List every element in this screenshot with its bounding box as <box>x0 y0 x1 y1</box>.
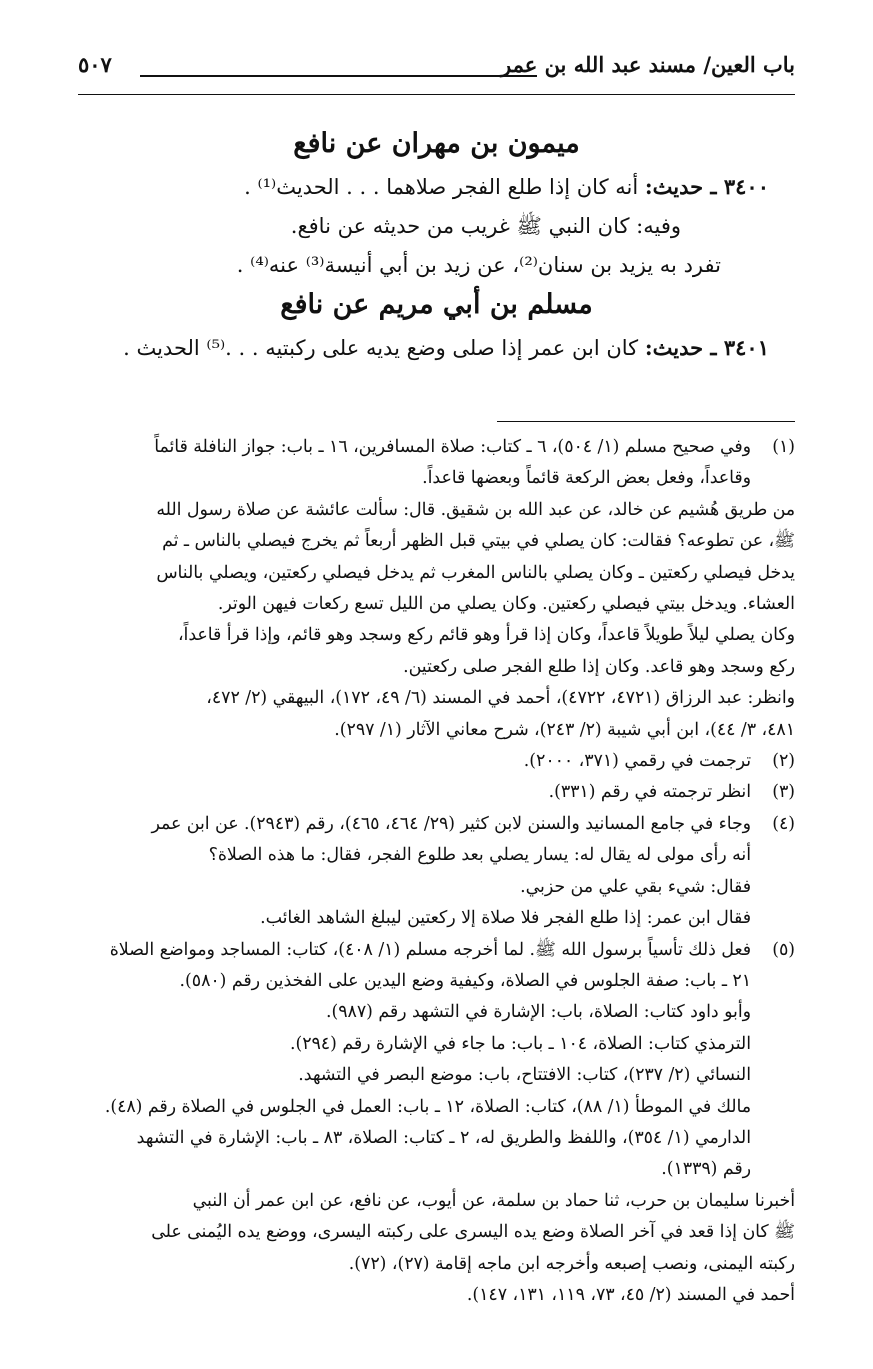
footnote-line: مالك في الموطأ (١/ ٨٨)، كتاب: الصلاة، ١٢ ـ باب: العمل في الجلوس في الصلاة رقم (٤٨). <box>104 1096 751 1117</box>
footnote-line: وأبو داود كتاب: الصلاة، باب: الإشارة في التشهد رقم (٩٨٧). <box>326 1002 751 1023</box>
hadith-text: كان ابن عمر إذا صلى وضع يديه على ركبتيه . . .⁽⁵⁾ الحديث . <box>123 336 639 360</box>
footnote-line: فقال: شيء بقي علي من حزبي. <box>520 876 751 897</box>
footnote-line: وجاء في جامع المسانيد والسنن لابن كثير (٢٩/ ٤٦٤، ٤٦٥)، رقم (٢٩٤٣). عن ابن عمر <box>151 813 751 834</box>
header-line <box>140 75 537 77</box>
hadith-number: ٣٤٠٠ ـ حديث: <box>644 174 769 199</box>
footnote-line: وفي صحيح مسلم (١/ ٥٠٤)، ٦ ـ كتاب: صلاة المسافرين، ١٦ ـ باب: جواز النافلة قائماً <box>154 437 751 457</box>
footnote-line: أخبرنا سليمان بن حرب، ثنا حماد بن سلمة، عن أيوب، عن نافع، عن ابن عمر أن النبي <box>192 1190 795 1211</box>
hadith-3401 <box>80 328 769 368</box>
hadith-text: أنه كان إذا طلع الفجر صلاهما . . . الحديث⁽¹⁾ . <box>244 175 639 199</box>
hadith-number: ٣٤٠١ ـ حديث: <box>644 335 769 360</box>
footnote-line: فعل ذلك تأسياً برسول الله ﷺ. لما أخرجه مسلم (١/ ٤٠٨)، كتاب: المساجد ومواضع الصلاة <box>109 939 751 960</box>
footnote <box>78 432 795 746</box>
running-header <box>78 52 795 92</box>
chapter-title: باب العين/ مسند عبد الله بن عمر <box>501 52 795 77</box>
footnote-line: أحمد في المسند (٢/ ٤٥، ٧٣، ١١٩، ١٣١، ١٤٧). <box>466 1284 795 1305</box>
hadith-note-tafarrad: تفرد به يزيد بن سنان⁽²⁾، عن زيد بن أبي أنيسة⁽³⁾ عنه⁽⁴⁾ . <box>236 253 721 277</box>
footnote-line: يدخل فيصلي ركعتين ـ وكان يصلي بالناس المغرب ثم يدخل فيصلي ركعتين، ويصلي بالناس <box>156 562 795 583</box>
footnote-line: النسائي (٢/ ٢٣٧)، كتاب: الافتتاح، باب: موضع البصر في التشهد. <box>298 1065 751 1086</box>
header-rule <box>78 94 795 95</box>
footnote-number: (٤) <box>772 813 795 834</box>
footnote-line: العشاء. ويدخل بيتي فيصلي ركعتين. وكان يصلي من الليل تسع ركعات فيهن الوتر. <box>217 594 795 615</box>
footnote-line: رقم (١٣٣٩). <box>661 1159 751 1180</box>
footnotes <box>78 432 795 1311</box>
section-heading-muslim: مسلم بن أبي مريم عن نافع <box>280 289 593 320</box>
footnote-separator <box>497 421 795 422</box>
footnote-line: من طريق هُشيم عن خالد، عن عبد الله بن شقيق. قال: سألت عائشة عن صلاة رسول الله <box>156 499 795 520</box>
footnote-number: (٥) <box>772 939 795 960</box>
footnote-line: انظر ترجمته في رقم (٣٣١). <box>548 782 751 803</box>
footnote-line: ركع وسجد وهو قاعد. وكان إذا طلع الفجر صلى ركعتين. <box>403 656 795 677</box>
footnote-line: وانظر: عبد الرزاق (٤٧٢١، ٤٧٢٢)، أحمد في المسند (٦/ ٤٩، ١٧٢)، البيهقي (٢/ ٤٧٢، <box>206 688 795 709</box>
section-heading-maymun: ميمون بن مهران عن نافع <box>293 128 580 159</box>
footnote-line: ﷺ، عن تطوعه؟ فقالت: كان يصلي في بيتي قبل الظهر أربعاً ثم يخرج فيصلي بالناس ـ ثم <box>162 531 795 552</box>
footnote-line: وقاعداً، وفعل بعض الركعة قائماً وبعضها قاعداً. <box>422 468 751 489</box>
page-number: ٥٠٧ <box>78 52 112 77</box>
footnote-number: (٣) <box>772 782 795 803</box>
footnote-line: ﷺ كان إذا قعد في آخر الصلاة وضع يده اليسرى على ركبته اليسرى، ووضع يده اليُمنى على <box>151 1222 795 1243</box>
footnote-line: فقال ابن عمر: إذا طلع الفجر فلا صلاة إلا ركعتين ليبلغ الشاهد الغائب. <box>260 908 751 929</box>
footnote-line: أنه رأى مولى له يقال له: يسار يصلي بعد طلوع الفجر، فقال: ما هذه الصلاة؟ <box>208 845 751 866</box>
footnote <box>78 746 795 777</box>
footnote-line: ترجمت في رقمي (٣٧١، ٢٠٠٠). <box>523 751 751 772</box>
footnote <box>78 809 795 935</box>
footnote <box>78 935 795 1312</box>
hadith-note-fihi: وفيه: كان النبي ﷺ غريب من حديثه عن نافع. <box>290 214 681 238</box>
footnote-line: ركبته اليمنى، ونصب إصبعه وأخرجه ابن ماجه إقامة (٢٧)، (٧٢). <box>348 1253 795 1274</box>
footnote-line: ٤٨١، ٣/ ٤٤)، ابن أبي شيبة (٢/ ٢٤٣)، شرح معاني الآثار (١/ ٢٩٧). <box>334 719 795 740</box>
hadith-3400 <box>80 167 769 207</box>
footnote-number: (٢) <box>772 751 795 772</box>
footnote-line: الترمذي كتاب: الصلاة، ١٠٤ ـ باب: ما جاء في الإشارة رقم (٢٩٤). <box>289 1033 751 1054</box>
footnote <box>78 777 795 808</box>
footnote-line: وكان يصلي ليلاً طويلاً قاعداً، وكان إذا قرأ وهو قائم ركع وسجد وهو قائم، وإذا قرأ قاعداً، <box>177 625 795 646</box>
footnote-number: (١) <box>772 437 795 457</box>
main-text <box>80 128 793 368</box>
footnote-line: الدارمي (١/ ٣٥٤)، واللفظ والطريق له، ٢ ـ كتاب: الصلاة، ٨٣ ـ باب: الإشارة في التشهد <box>136 1127 751 1148</box>
footnote-line: ٢١ ـ باب: صفة الجلوس في الصلاة، وكيفية وضع اليدين على الفخذين رقم (٥٨٠). <box>179 970 751 991</box>
